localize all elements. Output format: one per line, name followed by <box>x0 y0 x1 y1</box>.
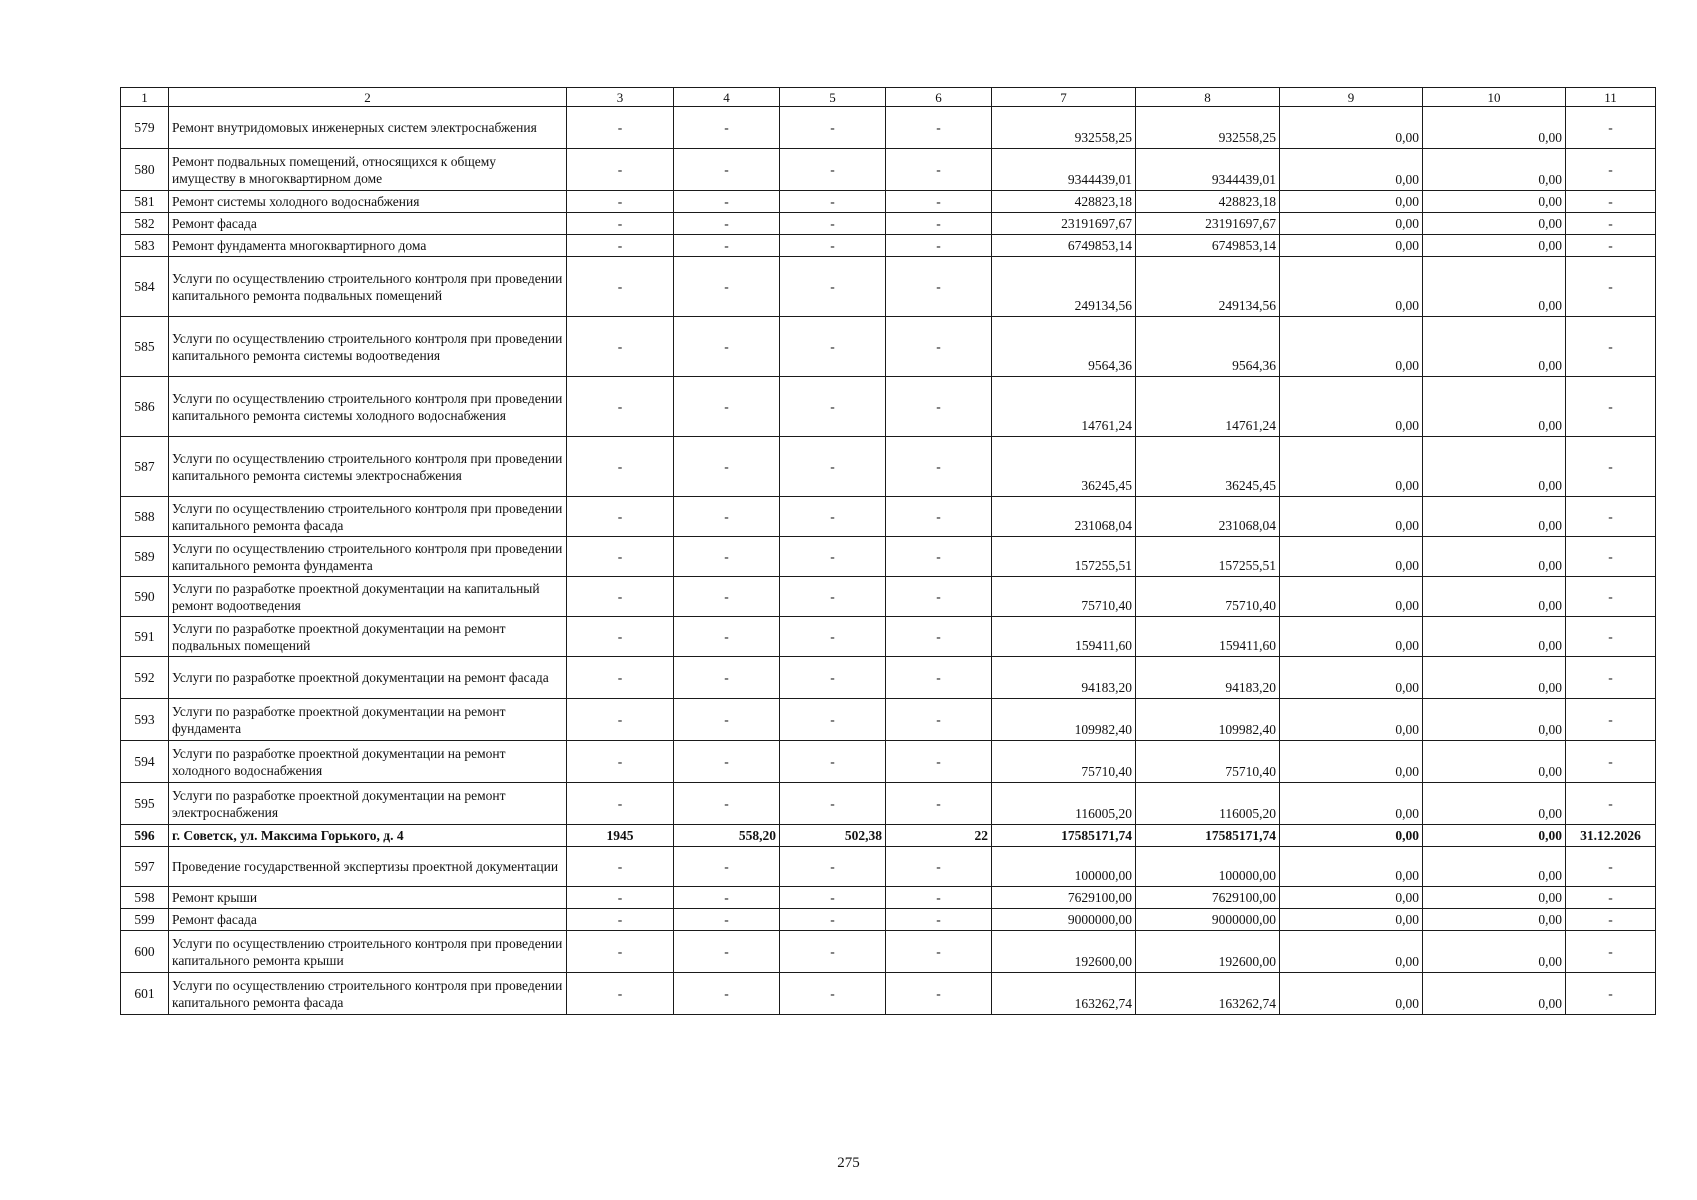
col-11-value: - <box>1566 437 1656 497</box>
item-name: Услуги по осуществлению строительного контроля при проведении капитального ремонта подвальных помещений <box>169 257 567 317</box>
col-10-amount: 0,00 <box>1423 577 1566 617</box>
col-9-amount: 0,00 <box>1280 235 1423 257</box>
col-8-amount: 23191697,67 <box>1136 213 1280 235</box>
table-row <box>121 577 1656 617</box>
col-7-amount: 163262,74 <box>992 973 1136 1015</box>
table-row <box>121 149 1656 191</box>
col-9-amount: 0,00 <box>1280 577 1423 617</box>
table-row <box>121 317 1656 377</box>
col-9-amount: 0,00 <box>1280 783 1423 825</box>
col-4-value: - <box>674 617 780 657</box>
col-4-value: - <box>674 931 780 973</box>
item-name: Услуги по разработке проектной документации на ремонт холодного водоснабжения <box>169 741 567 783</box>
col-9-amount: 0,00 <box>1280 107 1423 149</box>
table-row <box>121 973 1656 1015</box>
col-6-value: - <box>886 107 992 149</box>
col-8-amount: 9000000,00 <box>1136 909 1280 931</box>
col-8-amount: 6749853,14 <box>1136 235 1280 257</box>
row-number: 588 <box>121 497 169 537</box>
col-6-value: 22 <box>886 825 992 847</box>
col-5-value: - <box>780 377 886 437</box>
col-5-value: - <box>780 783 886 825</box>
col-10-amount: 0,00 <box>1423 213 1566 235</box>
item-name: Услуги по разработке проектной документации на ремонт электроснабжения <box>169 783 567 825</box>
item-name: Ремонт системы холодного водоснабжения <box>169 191 567 213</box>
col-6-value: - <box>886 213 992 235</box>
col-3-value: - <box>567 847 674 887</box>
col-8-amount: 7629100,00 <box>1136 887 1280 909</box>
col-10-amount: 0,00 <box>1423 149 1566 191</box>
col-8-amount: 231068,04 <box>1136 497 1280 537</box>
col-6-value: - <box>886 931 992 973</box>
data-table <box>120 87 1656 1015</box>
item-name: Ремонт внутридомовых инженерных систем электроснабжения <box>169 107 567 149</box>
col-10-amount: 0,00 <box>1423 741 1566 783</box>
col-10-amount: 0,00 <box>1423 783 1566 825</box>
col-3-value: - <box>567 973 674 1015</box>
item-name: Ремонт крыши <box>169 887 567 909</box>
col-5-value: - <box>780 617 886 657</box>
row-number: 600 <box>121 931 169 973</box>
col-6-value: - <box>886 741 992 783</box>
item-name: г. Советск, ул. Максима Горького, д. 4 <box>169 825 567 847</box>
col-3-value: - <box>567 107 674 149</box>
col-5-value: - <box>780 317 886 377</box>
col-9-amount: 0,00 <box>1280 699 1423 741</box>
col-3-value: - <box>567 577 674 617</box>
col-7-amount: 100000,00 <box>992 847 1136 887</box>
col-11-value: - <box>1566 235 1656 257</box>
item-name: Услуги по разработке проектной документации на ремонт фундамента <box>169 699 567 741</box>
col-3-value: - <box>567 377 674 437</box>
item-name: Услуги по разработке проектной документации на ремонт фасада <box>169 657 567 699</box>
col-5-value: - <box>780 741 886 783</box>
col-4-value: - <box>674 741 780 783</box>
col-7-amount: 231068,04 <box>992 497 1136 537</box>
col-7-amount: 192600,00 <box>992 931 1136 973</box>
col-6-value: - <box>886 973 992 1015</box>
row-number: 584 <box>121 257 169 317</box>
col-3-value: - <box>567 657 674 699</box>
col-11-value: - <box>1566 577 1656 617</box>
row-number: 591 <box>121 617 169 657</box>
table-row <box>121 191 1656 213</box>
col-6-value: - <box>886 257 992 317</box>
col-9-amount: 0,00 <box>1280 191 1423 213</box>
table-body <box>121 88 1656 1015</box>
item-name: Ремонт фасада <box>169 213 567 235</box>
item-name: Проведение государственной экспертизы проектной документации <box>169 847 567 887</box>
item-name: Услуги по осуществлению строительного контроля при проведении капитального ремонта фундамента <box>169 537 567 577</box>
col-11-value: - <box>1566 377 1656 437</box>
table-row <box>121 537 1656 577</box>
col-4-value: - <box>674 657 780 699</box>
col-9-amount: 0,00 <box>1280 537 1423 577</box>
table-row <box>121 847 1656 887</box>
col-4-value: 558,20 <box>674 825 780 847</box>
item-name: Ремонт фасада <box>169 909 567 931</box>
col-7-amount: 159411,60 <box>992 617 1136 657</box>
col-10-amount: 0,00 <box>1423 887 1566 909</box>
col-11-value: - <box>1566 783 1656 825</box>
header-cell: 6 <box>886 88 992 107</box>
col-3-value: - <box>567 699 674 741</box>
col-7-amount: 75710,40 <box>992 741 1136 783</box>
col-7-amount: 14761,24 <box>992 377 1136 437</box>
col-5-value: - <box>780 537 886 577</box>
col-11-value: - <box>1566 847 1656 887</box>
item-name: Услуги по осуществлению строительного контроля при проведении капитального ремонта системы электроснабжения <box>169 437 567 497</box>
col-3-value: - <box>567 537 674 577</box>
col-4-value: - <box>674 537 780 577</box>
header-cell: 11 <box>1566 88 1656 107</box>
table-row <box>121 213 1656 235</box>
col-7-amount: 932558,25 <box>992 107 1136 149</box>
col-3-value: - <box>567 149 674 191</box>
col-8-amount: 9564,36 <box>1136 317 1280 377</box>
row-number: 595 <box>121 783 169 825</box>
col-9-amount: 0,00 <box>1280 847 1423 887</box>
table-row <box>121 235 1656 257</box>
col-8-amount: 100000,00 <box>1136 847 1280 887</box>
col-3-value: - <box>567 437 674 497</box>
header-cell: 9 <box>1280 88 1423 107</box>
col-8-amount: 116005,20 <box>1136 783 1280 825</box>
col-5-value: - <box>780 657 886 699</box>
col-9-amount: 0,00 <box>1280 497 1423 537</box>
col-9-amount: 0,00 <box>1280 931 1423 973</box>
table-row <box>121 377 1656 437</box>
col-11-value: - <box>1566 107 1656 149</box>
row-number: 597 <box>121 847 169 887</box>
col-3-value: - <box>567 213 674 235</box>
col-9-amount: 0,00 <box>1280 909 1423 931</box>
col-8-amount: 109982,40 <box>1136 699 1280 741</box>
col-7-amount: 116005,20 <box>992 783 1136 825</box>
row-number: 581 <box>121 191 169 213</box>
row-number: 580 <box>121 149 169 191</box>
row-number: 599 <box>121 909 169 931</box>
page-number: 275 <box>837 1155 860 1171</box>
col-8-amount: 163262,74 <box>1136 973 1280 1015</box>
col-6-value: - <box>886 699 992 741</box>
col-7-amount: 9344439,01 <box>992 149 1136 191</box>
col-9-amount: 0,00 <box>1280 617 1423 657</box>
col-6-value: - <box>886 437 992 497</box>
col-5-value: - <box>780 931 886 973</box>
col-6-value: - <box>886 497 992 537</box>
item-name: Услуги по осуществлению строительного контроля при проведении капитального ремонта крыши <box>169 931 567 973</box>
col-5-value: - <box>780 149 886 191</box>
header-cell: 8 <box>1136 88 1280 107</box>
col-9-amount: 0,00 <box>1280 377 1423 437</box>
col-5-value: 502,38 <box>780 825 886 847</box>
header-row <box>121 88 1656 107</box>
row-number: 582 <box>121 213 169 235</box>
col-4-value: - <box>674 437 780 497</box>
table-row <box>121 699 1656 741</box>
col-6-value: - <box>886 847 992 887</box>
item-name: Услуги по разработке проектной документации на ремонт подвальных помещений <box>169 617 567 657</box>
item-name: Услуги по осуществлению строительного контроля при проведении капитального ремонта фасада <box>169 973 567 1015</box>
col-11-value: - <box>1566 191 1656 213</box>
col-9-amount: 0,00 <box>1280 213 1423 235</box>
col-4-value: - <box>674 699 780 741</box>
table-row <box>121 497 1656 537</box>
header-cell: 7 <box>992 88 1136 107</box>
col-10-amount: 0,00 <box>1423 437 1566 497</box>
col-7-amount: 9000000,00 <box>992 909 1136 931</box>
row-number: 593 <box>121 699 169 741</box>
col-4-value: - <box>674 497 780 537</box>
col-10-amount: 0,00 <box>1423 235 1566 257</box>
col-3-value: - <box>567 909 674 931</box>
col-4-value: - <box>674 257 780 317</box>
col-11-value: - <box>1566 741 1656 783</box>
col-3-value: - <box>567 741 674 783</box>
col-5-value: - <box>780 257 886 317</box>
table-row <box>121 783 1656 825</box>
header-cell: 2 <box>169 88 567 107</box>
col-9-amount: 0,00 <box>1280 973 1423 1015</box>
col-3-value: - <box>567 317 674 377</box>
col-6-value: - <box>886 887 992 909</box>
col-3-value: - <box>567 191 674 213</box>
col-4-value: - <box>674 317 780 377</box>
col-4-value: - <box>674 377 780 437</box>
col-3-value: - <box>567 497 674 537</box>
row-number: 587 <box>121 437 169 497</box>
item-name: Ремонт фундамента многоквартирного дома <box>169 235 567 257</box>
col-10-amount: 0,00 <box>1423 973 1566 1015</box>
table-row <box>121 825 1656 847</box>
col-9-amount: 0,00 <box>1280 317 1423 377</box>
col-8-amount: 75710,40 <box>1136 741 1280 783</box>
col-6-value: - <box>886 657 992 699</box>
col-11-value: - <box>1566 973 1656 1015</box>
row-number: 590 <box>121 577 169 617</box>
item-name: Ремонт подвальных помещений, относящихся к общему имуществу в многоквартирном доме <box>169 149 567 191</box>
item-name: Услуги по осуществлению строительного контроля при проведении капитального ремонта системы холодного водоснабжения <box>169 377 567 437</box>
header-cell: 1 <box>121 88 169 107</box>
col-7-amount: 157255,51 <box>992 537 1136 577</box>
col-11-value: - <box>1566 497 1656 537</box>
col-11-value: - <box>1566 699 1656 741</box>
col-4-value: - <box>674 235 780 257</box>
col-7-amount: 94183,20 <box>992 657 1136 699</box>
col-11-value: - <box>1566 931 1656 973</box>
col-3-value: - <box>567 257 674 317</box>
col-3-value: - <box>567 617 674 657</box>
col-6-value: - <box>886 909 992 931</box>
col-9-amount: 0,00 <box>1280 257 1423 317</box>
col-6-value: - <box>886 617 992 657</box>
col-6-value: - <box>886 191 992 213</box>
col-8-amount: 932558,25 <box>1136 107 1280 149</box>
col-10-amount: 0,00 <box>1423 825 1566 847</box>
col-6-value: - <box>886 377 992 437</box>
col-8-amount: 17585171,74 <box>1136 825 1280 847</box>
table-row <box>121 657 1656 699</box>
header-cell: 4 <box>674 88 780 107</box>
table-row <box>121 257 1656 317</box>
col-5-value: - <box>780 107 886 149</box>
col-9-amount: 0,00 <box>1280 825 1423 847</box>
row-number: 596 <box>121 825 169 847</box>
row-number: 594 <box>121 741 169 783</box>
row-number: 589 <box>121 537 169 577</box>
col-10-amount: 0,00 <box>1423 617 1566 657</box>
col-8-amount: 249134,56 <box>1136 257 1280 317</box>
table-row <box>121 437 1656 497</box>
col-7-amount: 428823,18 <box>992 191 1136 213</box>
col-11-value: - <box>1566 887 1656 909</box>
col-7-amount: 9564,36 <box>992 317 1136 377</box>
col-7-amount: 6749853,14 <box>992 235 1136 257</box>
col-11-value: - <box>1566 537 1656 577</box>
col-6-value: - <box>886 235 992 257</box>
col-10-amount: 0,00 <box>1423 537 1566 577</box>
col-8-amount: 94183,20 <box>1136 657 1280 699</box>
col-10-amount: 0,00 <box>1423 191 1566 213</box>
col-7-amount: 75710,40 <box>992 577 1136 617</box>
col-10-amount: 0,00 <box>1423 657 1566 699</box>
col-10-amount: 0,00 <box>1423 497 1566 537</box>
table-row <box>121 931 1656 973</box>
col-9-amount: 0,00 <box>1280 887 1423 909</box>
col-9-amount: 0,00 <box>1280 741 1423 783</box>
col-5-value: - <box>780 847 886 887</box>
col-11-value: - <box>1566 657 1656 699</box>
col-8-amount: 36245,45 <box>1136 437 1280 497</box>
col-10-amount: 0,00 <box>1423 257 1566 317</box>
col-11-value: - <box>1566 317 1656 377</box>
col-5-value: - <box>780 437 886 497</box>
col-8-amount: 9344439,01 <box>1136 149 1280 191</box>
row-number: 601 <box>121 973 169 1015</box>
col-7-amount: 17585171,74 <box>992 825 1136 847</box>
col-7-amount: 109982,40 <box>992 699 1136 741</box>
col-9-amount: 0,00 <box>1280 657 1423 699</box>
table-row <box>121 909 1656 931</box>
col-11-value: - <box>1566 617 1656 657</box>
col-6-value: - <box>886 149 992 191</box>
col-4-value: - <box>674 973 780 1015</box>
col-10-amount: 0,00 <box>1423 317 1566 377</box>
col-5-value: - <box>780 909 886 931</box>
item-name: Услуги по осуществлению строительного контроля при проведении капитального ремонта системы водоотведения <box>169 317 567 377</box>
header-cell: 10 <box>1423 88 1566 107</box>
col-4-value: - <box>674 577 780 617</box>
col-10-amount: 0,00 <box>1423 931 1566 973</box>
col-3-value: - <box>567 783 674 825</box>
item-name: Услуги по разработке проектной документации на капитальный ремонт водоотведения <box>169 577 567 617</box>
col-11-value: - <box>1566 257 1656 317</box>
col-5-value: - <box>780 887 886 909</box>
col-8-amount: 159411,60 <box>1136 617 1280 657</box>
col-11-value: - <box>1566 909 1656 931</box>
col-11-value: - <box>1566 149 1656 191</box>
table-row <box>121 617 1656 657</box>
col-4-value: - <box>674 107 780 149</box>
col-4-value: - <box>674 191 780 213</box>
table-row <box>121 741 1656 783</box>
col-7-amount: 23191697,67 <box>992 213 1136 235</box>
col-4-value: - <box>674 783 780 825</box>
item-name: Услуги по осуществлению строительного контроля при проведении капитального ремонта фасада <box>169 497 567 537</box>
col-8-amount: 192600,00 <box>1136 931 1280 973</box>
row-number: 583 <box>121 235 169 257</box>
col-5-value: - <box>780 699 886 741</box>
col-4-value: - <box>674 909 780 931</box>
row-number: 579 <box>121 107 169 149</box>
col-5-value: - <box>780 577 886 617</box>
row-number: 598 <box>121 887 169 909</box>
col-6-value: - <box>886 577 992 617</box>
col-3-value: 1945 <box>567 825 674 847</box>
row-number: 585 <box>121 317 169 377</box>
row-number: 592 <box>121 657 169 699</box>
col-10-amount: 0,00 <box>1423 377 1566 437</box>
col-5-value: - <box>780 191 886 213</box>
col-4-value: - <box>674 213 780 235</box>
header-cell: 3 <box>567 88 674 107</box>
col-6-value: - <box>886 537 992 577</box>
col-8-amount: 75710,40 <box>1136 577 1280 617</box>
col-10-amount: 0,00 <box>1423 699 1566 741</box>
col-5-value: - <box>780 213 886 235</box>
row-number: 586 <box>121 377 169 437</box>
col-3-value: - <box>567 931 674 973</box>
col-4-value: - <box>674 887 780 909</box>
col-8-amount: 428823,18 <box>1136 191 1280 213</box>
col-10-amount: 0,00 <box>1423 909 1566 931</box>
col-6-value: - <box>886 783 992 825</box>
col-9-amount: 0,00 <box>1280 149 1423 191</box>
col-8-amount: 14761,24 <box>1136 377 1280 437</box>
col-10-amount: 0,00 <box>1423 847 1566 887</box>
col-5-value: - <box>780 235 886 257</box>
col-10-amount: 0,00 <box>1423 107 1566 149</box>
col-4-value: - <box>674 149 780 191</box>
col-4-value: - <box>674 847 780 887</box>
col-3-value: - <box>567 887 674 909</box>
col-3-value: - <box>567 235 674 257</box>
col-11-value: 31.12.2026 <box>1566 825 1656 847</box>
col-5-value: - <box>780 973 886 1015</box>
col-8-amount: 157255,51 <box>1136 537 1280 577</box>
col-7-amount: 7629100,00 <box>992 887 1136 909</box>
table-row <box>121 887 1656 909</box>
table-row <box>121 107 1656 149</box>
col-9-amount: 0,00 <box>1280 437 1423 497</box>
header-cell: 5 <box>780 88 886 107</box>
col-6-value: - <box>886 317 992 377</box>
col-7-amount: 36245,45 <box>992 437 1136 497</box>
col-5-value: - <box>780 497 886 537</box>
col-11-value: - <box>1566 213 1656 235</box>
col-7-amount: 249134,56 <box>992 257 1136 317</box>
